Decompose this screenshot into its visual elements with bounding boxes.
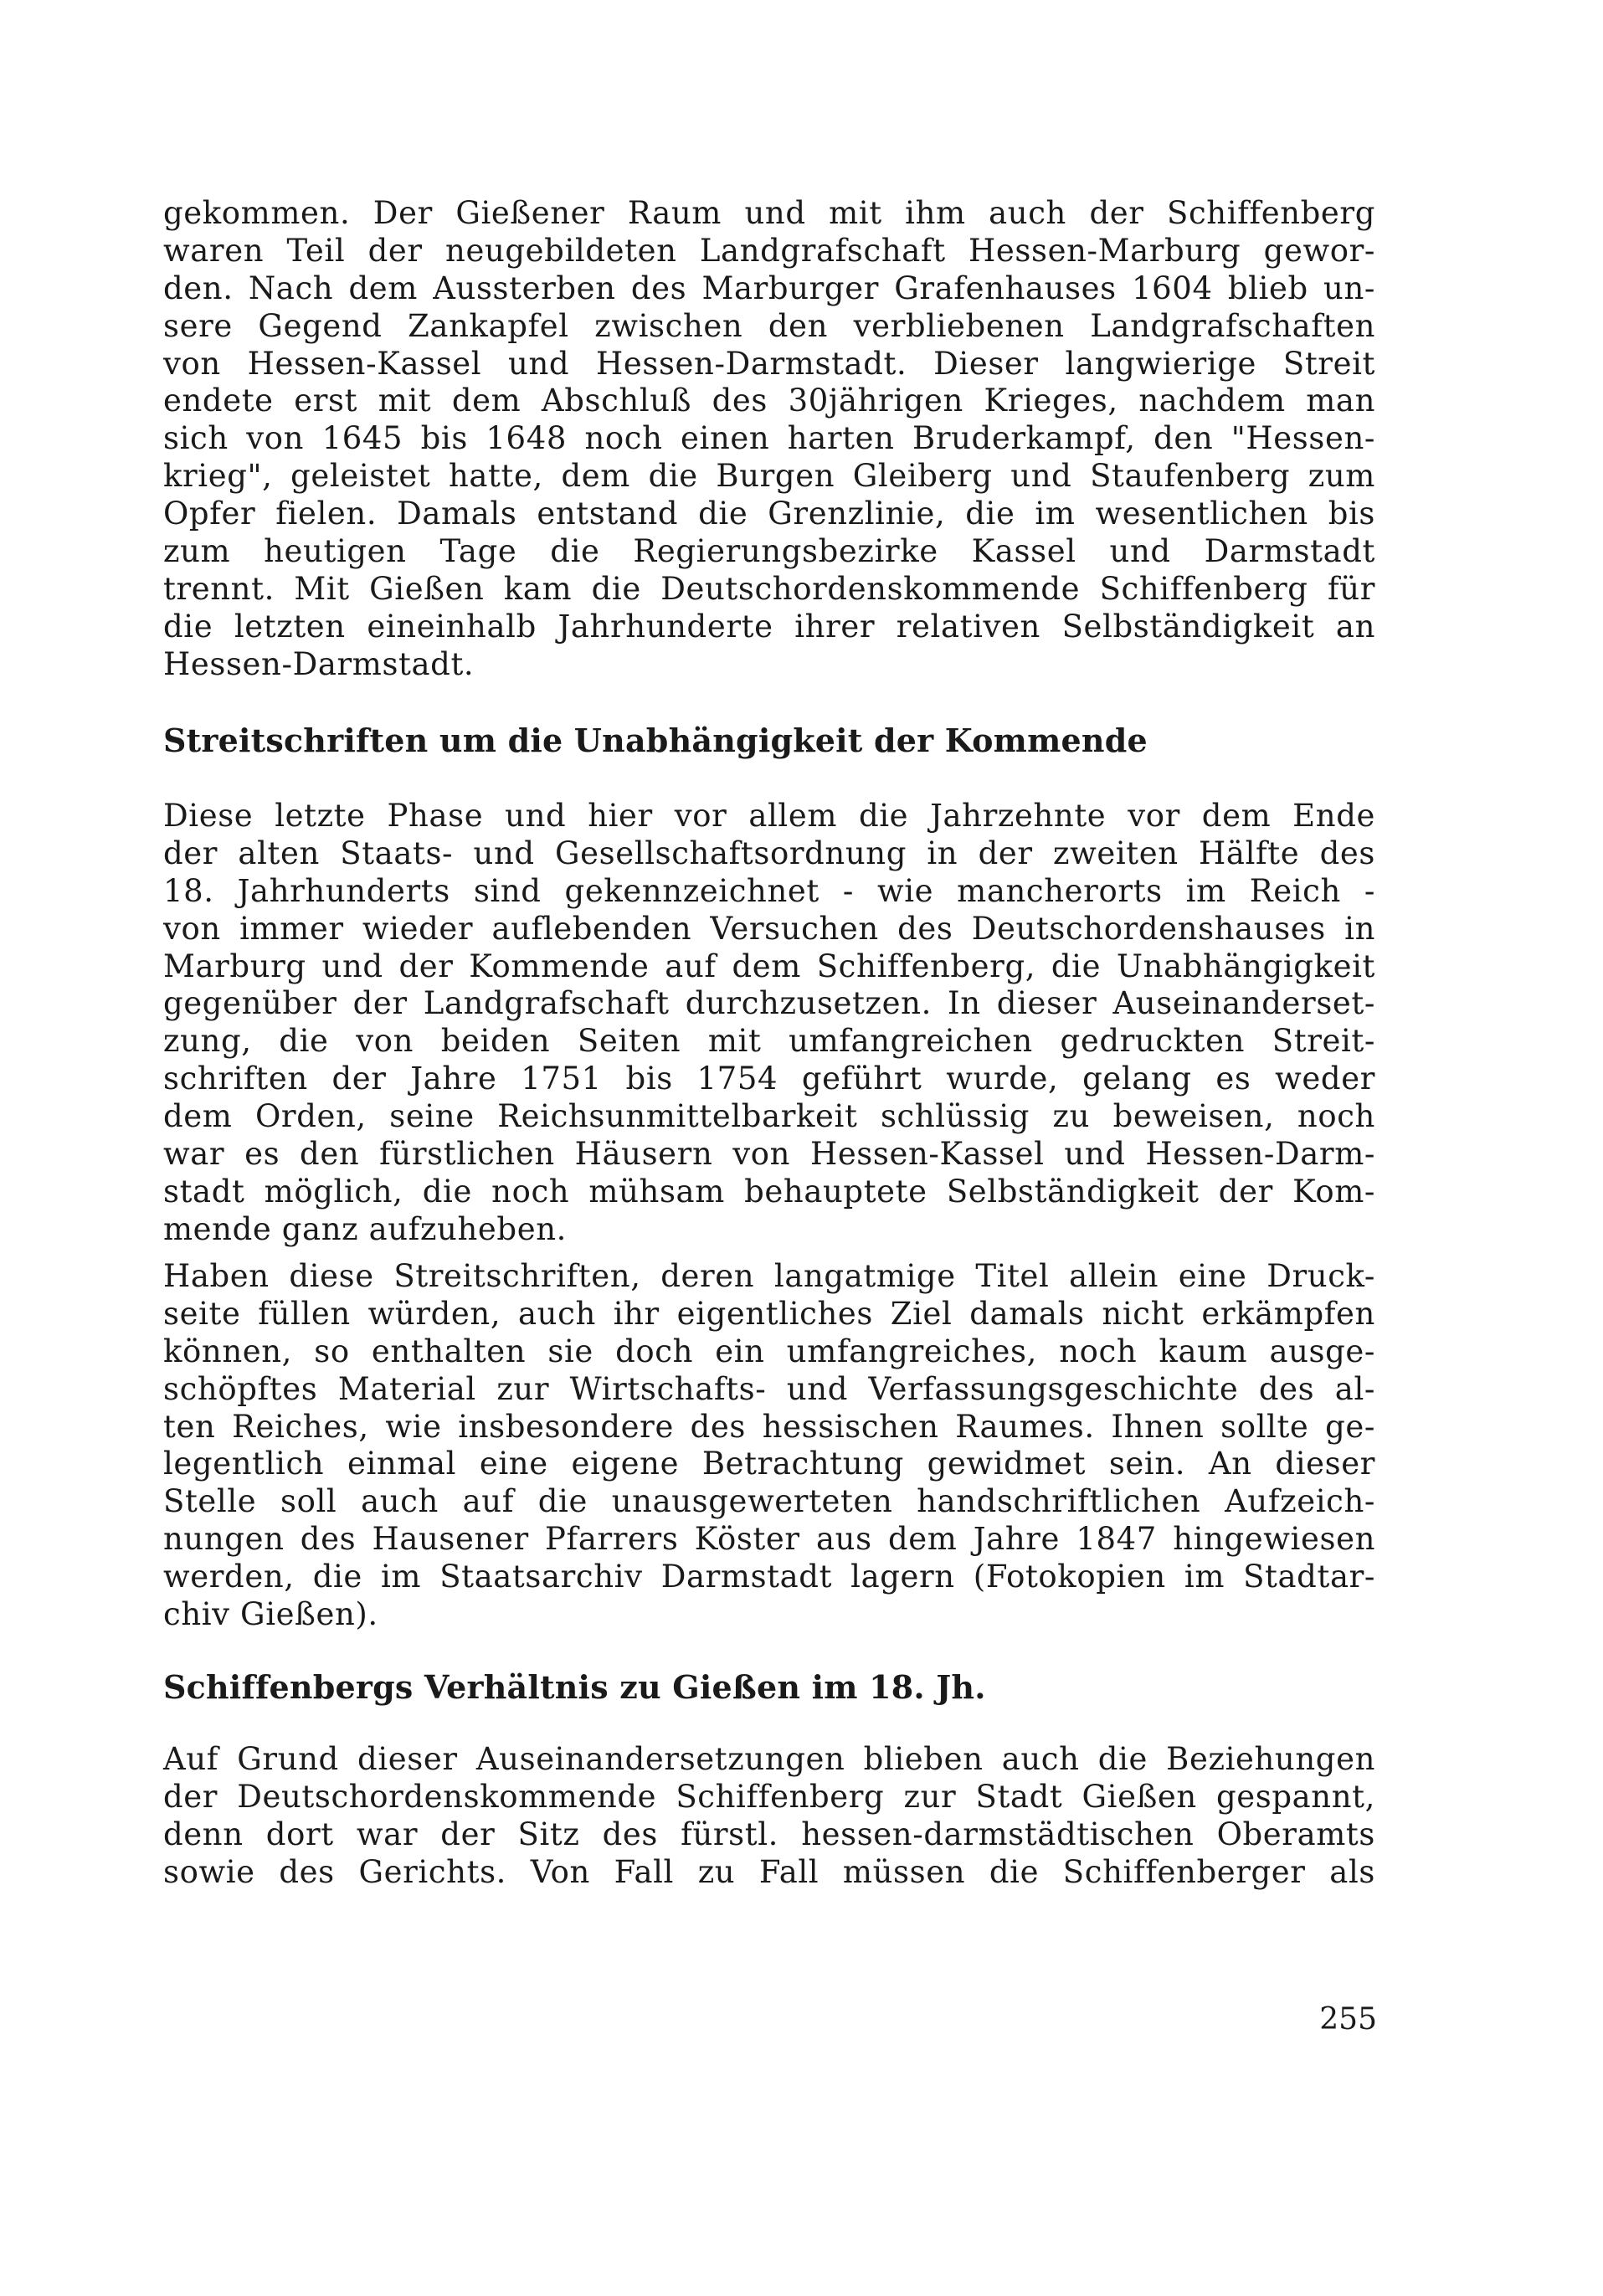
text-line: legentlich einmal eine eigene Betrachtung gewidmet sein. An dieser [163, 1446, 1375, 1482]
text-line: schöpftes Material zur Wirtschafts- und Verfassungsgeschichte des al- [163, 1370, 1375, 1407]
text-line: Stelle soll auch auf die unausgewerteten handschriftlichen Aufzeich- [163, 1483, 1375, 1520]
text-line: chiv Gießen). [163, 1596, 378, 1633]
text-line: krieg", geleistet hatte, dem die Burgen Gleiberg und Staufenberg zum [163, 458, 1375, 495]
text-line: stadt möglich, die noch mühsam behauptete Selbständigkeit der Kom- [163, 1173, 1375, 1210]
text-line: gekommen. Der Gießener Raum und mit ihm auch der Schiffenberg [163, 195, 1375, 231]
text-line: mende ganz aufzuheben. [163, 1210, 567, 1247]
text-line: trennt. Mit Gießen kam die Deutschordenskommende Schiffenberg für [163, 570, 1375, 607]
section-heading-schiffenbergs: Schiffenbergs Verhältnis zu Gießen im 18. Jh. [163, 1668, 986, 1706]
text-line: Diese letzte Phase und hier vor allem die Jahrzehnte vor dem Ende [163, 798, 1375, 834]
text-line: sich von 1645 bis 1648 noch einen harten Bruderkampf, den "Hessen- [163, 420, 1375, 457]
text-line: die letzten eineinhalb Jahrhunderte ihrer relativen Selbständigkeit an [163, 608, 1375, 645]
text-line: schriften der Jahre 1751 bis 1754 geführt wurde, gelang es weder [163, 1061, 1375, 1097]
text-line: denn dort war der Sitz des fürstl. hessen-darmstädtischen Oberamts [163, 1816, 1375, 1852]
text-line: sere Gegend Zankapfel zwischen den verbliebenen Landgrafschaften [163, 307, 1375, 344]
text-line: den. Nach dem Aussterben des Marburger Grafenhauses 1604 blieb un- [163, 270, 1375, 306]
page-number: 255 [1319, 2002, 1377, 2037]
text-line: waren Teil der neugebildeten Landgrafschaft Hessen-Marburg gewor- [163, 232, 1375, 269]
text-line: Hessen-Darmstadt. [163, 645, 475, 682]
text-line: seite füllen würden, auch ihr eigentliches Ziel damals nicht erkämpfen [163, 1295, 1375, 1332]
paragraph-4 [163, 1741, 1375, 1892]
text-line: Haben diese Streitschriften, deren langatmige Titel allein eine Druck- [163, 1258, 1375, 1294]
text-line: sowie des Gerichts. Von Fall zu Fall müssen die Schiffenberger als [163, 1853, 1375, 1890]
text-line: Marburg und der Kommende auf dem Schiffenberg, die Unabhängigkeit [163, 948, 1375, 984]
text-line: Opfer fielen. Damals entstand die Grenzlinie, die im wesentlichen bis [163, 496, 1375, 532]
text-line: werden, die im Staatsarchiv Darmstadt lagern (Fotokopien im Stadtar- [163, 1559, 1375, 1595]
text-line: 18. Jahrhunderts sind gekennzeichnet - wie mancherorts im Reich - [163, 872, 1375, 909]
text-line: endete erst mit dem Abschluß des 30jährigen Krieges, nachdem man [163, 383, 1375, 419]
text-line: können, so enthalten sie doch ein umfangreiches, noch kaum ausge- [163, 1333, 1375, 1369]
text-line: der alten Staats- und Gesellschaftsordnung in der zweiten Hälfte des [163, 835, 1375, 871]
text-line: ten Reiches, wie insbesondere des hessischen Raumes. Ihnen sollte ge- [163, 1408, 1375, 1445]
text-line: Auf Grund dieser Auseinandersetzungen blieben auch die Beziehungen [163, 1741, 1375, 1777]
text-line: nungen des Hausener Pfarrers Köster aus dem Jahre 1847 hingewiesen [163, 1521, 1375, 1558]
text-line: zung, die von beiden Seiten mit umfangreichen gedruckten Streit- [163, 1023, 1375, 1060]
section-heading-streitschriften: Streitschriften um die Unabhängigkeit der Kommende [163, 722, 1148, 759]
paragraph-2 [163, 798, 1375, 1249]
text-line: der Deutschordenskommende Schiffenberg zur Stadt Gießen gespannt, [163, 1778, 1375, 1815]
text-line: von immer wieder auflebenden Versuchen des Deutschordenshauses in [163, 910, 1375, 947]
text-line: war es den fürstlichen Häusern von Hessen-Kassel und Hessen-Darm- [163, 1136, 1375, 1173]
paragraph-3 [163, 1258, 1375, 1634]
text-line: zum heutigen Tage die Regierungsbezirke Kassel und Darmstadt [163, 533, 1375, 570]
text-line: dem Orden, seine Reichsunmittelbarkeit schlüssig zu beweisen, noch [163, 1098, 1375, 1135]
text-line: gegenüber der Landgrafschaft durchzusetzen. In dieser Auseinanderset- [163, 985, 1375, 1022]
text-line: von Hessen-Kassel und Hessen-Darmstadt. Dieser langwierige Streit [163, 345, 1375, 382]
paragraph-1 [163, 195, 1375, 684]
